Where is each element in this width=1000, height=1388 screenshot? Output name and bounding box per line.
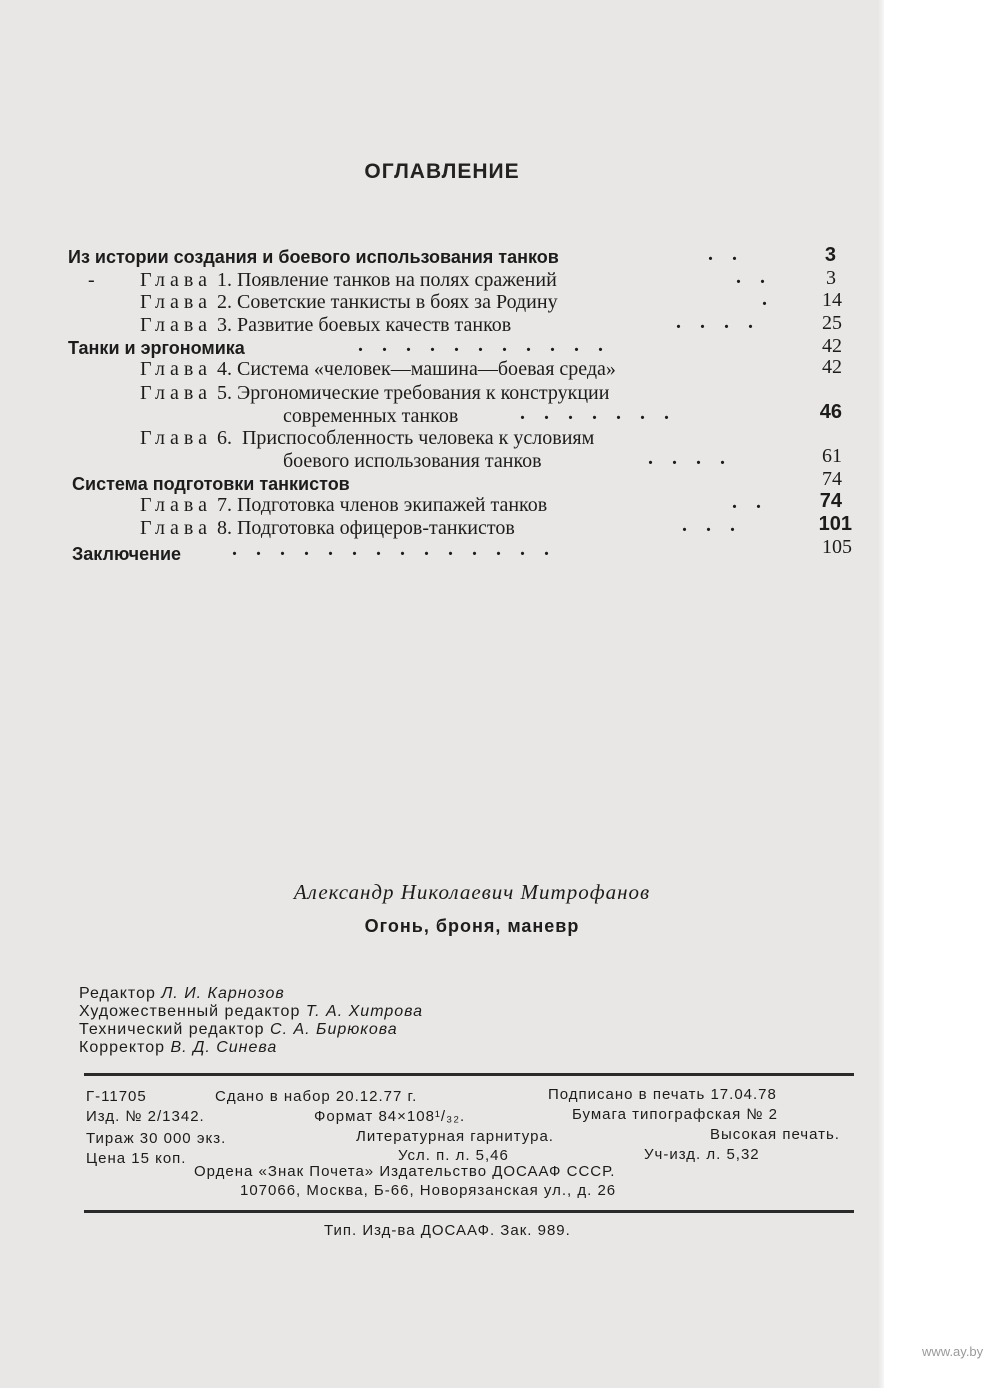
imprint-font: Литературная гарнитура. xyxy=(356,1128,554,1145)
toc-leader: .. xyxy=(736,266,784,288)
book-title: Огонь, броня, маневр xyxy=(364,916,580,936)
toc-part-3: Система подготовки танкистов xyxy=(72,474,350,494)
toc-leader: ........... xyxy=(358,334,622,356)
imprint-code: Г-11705 xyxy=(86,1088,147,1105)
toc-page: 101 xyxy=(818,513,852,535)
imprint-usl: Усл. п. л. 5,46 xyxy=(398,1147,509,1164)
toc-heading: ОГЛАВЛЕНИЕ xyxy=(364,160,520,183)
toc-stray-mark: - xyxy=(88,269,95,291)
toc-chapter-6: Глава 6. Приспособленность человека к условиям xyxy=(140,427,595,449)
toc-leader: .... xyxy=(676,311,772,333)
toc-leader: ... xyxy=(682,514,754,536)
imprint-price: Цена 15 коп. xyxy=(86,1150,187,1167)
toc-leader: . xyxy=(762,288,786,310)
toc-chapter-2: Глава 2. Советские танкисты в боях за Родину xyxy=(140,291,558,313)
imprint-paper: Бумага типографская № 2 xyxy=(572,1106,778,1123)
author-name: Александр Николаевич Митрофанов xyxy=(293,880,651,904)
toc-chapter-8: Глава 8. Подготовка офицеров-танкистов xyxy=(140,517,515,539)
toc-page: 3 xyxy=(826,267,836,289)
credit-proofreader: Корректор В. Д. Синева xyxy=(79,1039,278,1056)
credit-art-editor: Художественный редактор Т. А. Хитрова xyxy=(79,1003,424,1020)
toc-chapter-3: Глава 3. Развитие боевых качеств танков xyxy=(140,314,512,336)
rule-bottom xyxy=(84,1210,854,1213)
toc-page: 42 xyxy=(822,335,842,357)
toc-leader: .. xyxy=(708,243,756,265)
toc-part-1: Из истории создания и боевого использования танков xyxy=(68,247,559,267)
imprint-uch: Уч-изд. л. 5,32 xyxy=(644,1146,760,1163)
credit-tech-editor: Технический редактор С. А. Бирюкова xyxy=(79,1021,398,1038)
imprint-printer: Тип. Изд-ва ДОСААФ. Зак. 989. xyxy=(324,1222,571,1239)
toc-leader: .... xyxy=(648,447,744,469)
toc-page: 25 xyxy=(822,312,842,334)
toc-chapter-5-cont: современных танков xyxy=(283,405,459,427)
toc-leader: .............. xyxy=(232,538,568,560)
imprint-print: Высокая печать. xyxy=(710,1126,840,1143)
toc-chapter-7: Глава 7. Подготовка членов экипажей танков xyxy=(140,494,548,516)
toc-chapter-4: Глава 4. Система «человек—машина—боевая среда» xyxy=(140,358,616,380)
toc-page: 42 xyxy=(822,356,842,378)
toc-page: 3 xyxy=(824,244,836,266)
toc-page: 61 xyxy=(822,445,842,467)
imprint-run: Тираж 30 000 экз. xyxy=(86,1130,227,1147)
rule-top xyxy=(84,1073,854,1076)
toc-chapter-1: Глава 1. Появление танков на полях сражений xyxy=(140,269,557,291)
imprint-signed: Подписано в печать 17.04.78 xyxy=(548,1086,777,1103)
toc-page: 105 xyxy=(822,536,852,558)
toc-conclusion: Заключение xyxy=(72,544,182,564)
toc-part-2: Танки и эргономика xyxy=(68,338,245,358)
toc-page: 74 xyxy=(822,468,842,490)
imprint-publisher: Ордена «Знак Почета» Издательство ДОСААФ СССР. xyxy=(194,1163,616,1180)
imprint-sent: Сдано в набор 20.12.77 г. xyxy=(215,1088,418,1105)
toc-leader: ....... xyxy=(520,402,688,424)
toc-leader: .. xyxy=(732,491,780,513)
credit-editor: Редактор Л. И. Карнозов xyxy=(79,985,285,1002)
imprint-format: Формат 84×108¹/₃₂. xyxy=(314,1108,466,1125)
imprint-address: 107066, Москва, Б-66, Новорязанская ул., д. 26 xyxy=(240,1182,617,1199)
toc-chapter-5: Глава 5. Эргономические требования к конструкции xyxy=(140,382,610,404)
toc-page: 14 xyxy=(822,289,842,311)
toc-page: 46 xyxy=(819,401,842,423)
imprint-izd: Изд. № 2/1342. xyxy=(86,1108,205,1125)
toc-chapter-6-cont: боевого использования танков xyxy=(283,450,542,472)
watermark: www.ay.by xyxy=(922,1344,984,1359)
toc-page: 74 xyxy=(819,490,842,512)
